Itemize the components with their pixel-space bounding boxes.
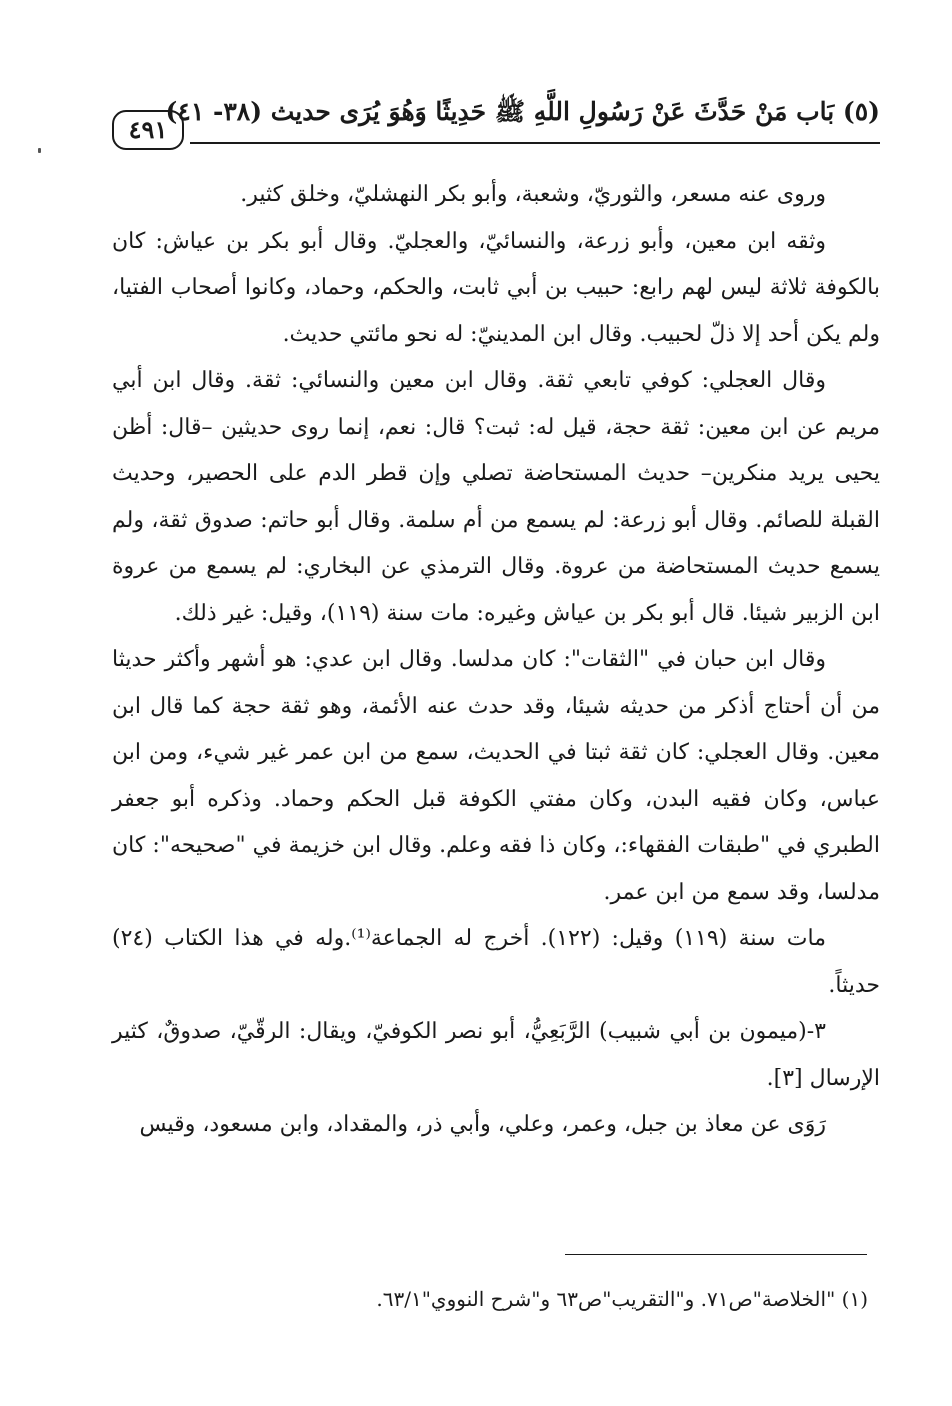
chapter-title: (٥) بَاب مَنْ حَدَّثَ عَنْ رَسُولِ اللَّهِ ﷺ حَدِيثًا وَهُوَ يُرَى حديث (٣٨- ٤١) (165, 97, 880, 126)
paragraph-maymun-bio: ٣-(ميمون بن أبي شبيب) الرَّبَعِيُّ، أبو نصر الكوفيّ، ويقال: الرقّيّ، صدوقٌ، كثير الإرسال [٣]. (112, 1019, 880, 1091)
paragraph-ijli: وقال العجلي: كوفي تابعي ثقة. وقال ابن معين والنسائي: ثقة. وقال ابن أبي مريم عن ابن معين: ثقة حجة، قيل له: ثبت؟ قال: نعم، إنما روى حديثين –قال: أظن يحيى يريد منكرين– حديث المستحاضة تصلي وإن قطر الدم على الحصير، وحديث القبلة للصائم. وقال أبو زرعة: لم يسمع من أم سلمة. وقال أبو حاتم: صدوق ثقة، ولم يسمع حديث المستحاضة من عروة. وقال الترمذي عن البخاري: لم يسمع من عروة ابن الزبير شيئا. قال أبو بكر بن عياش وغيره: مات سنة (١١٩)، وقيل: غير ذلك. (112, 368, 880, 626)
paragraph-ibn-hibban: وقال ابن حبان في "الثقات": كان مدلسا. وقال ابن عدي: هو أشهر وأكثر حديثا من أن أحتاج أذكر من حديثه شيئا، وقد حدث عنه الأئمة، وهو ثقة حجة كما قال ابن معين. وقال العجلي: كان ثقة ثبتا في الحديث، سمع من ابن عمر غير شيء، ومن ابن عباس، وكان فقيه البدن، وكان مفتي الكوفة قبل الحكم وحماد. وذكره أبو جعفر الطبري في "طبقات الفقهاء:، وكان ذا فقه وعلم. وقال ابن خزيمة في "صحيحه": كان مدلسا، وقد سمع من ابن عمر. (112, 647, 880, 905)
footnote-separator (565, 1254, 867, 1255)
paragraph-maymun-narrations: رَوَى عن معاذ بن جبل، وعمر، وعلي، وأبي ذر، والمقداد، وابن مسعود، وقيس (139, 1112, 826, 1137)
page-header (112, 92, 880, 152)
main-text (112, 172, 880, 1149)
paragraph-narrators: وروى عنه مسعر، والثوريّ، وشعبة، وأبو بكر النهشليّ، وخلق كثير. (240, 182, 826, 207)
paragraph-death-year: مات سنة (١١٩) وقيل: (١٢٢). أخرج له الجماعة⁽¹⁾.وله في هذا الكتاب (٢٤) حديثاً. (112, 926, 880, 998)
page-number: ٤٩١ (112, 110, 184, 150)
header-rule (190, 142, 880, 144)
paragraph-authentication: وثقه ابن معين، وأبو زرعة، والنسائيّ، والعجليّ. وقال أبو بكر بن عياش: كان بالكوفة ثلاثة ليس لهم رابع: حبيب بن أبي ثابت، والحكم، وحماد، وكانوا أصحاب الفتيا، ولم يكن أحد إلا ذلّ لحبيب. وقال ابن المدينيّ: له نحو مائتي حديث. (112, 228, 880, 347)
page-speck (38, 148, 41, 153)
footnote: (١) "الخلاصة"ص٧١. و"التقريب"ص٦٣ و"شرح النووي"٦٣/١. (376, 1287, 868, 1311)
